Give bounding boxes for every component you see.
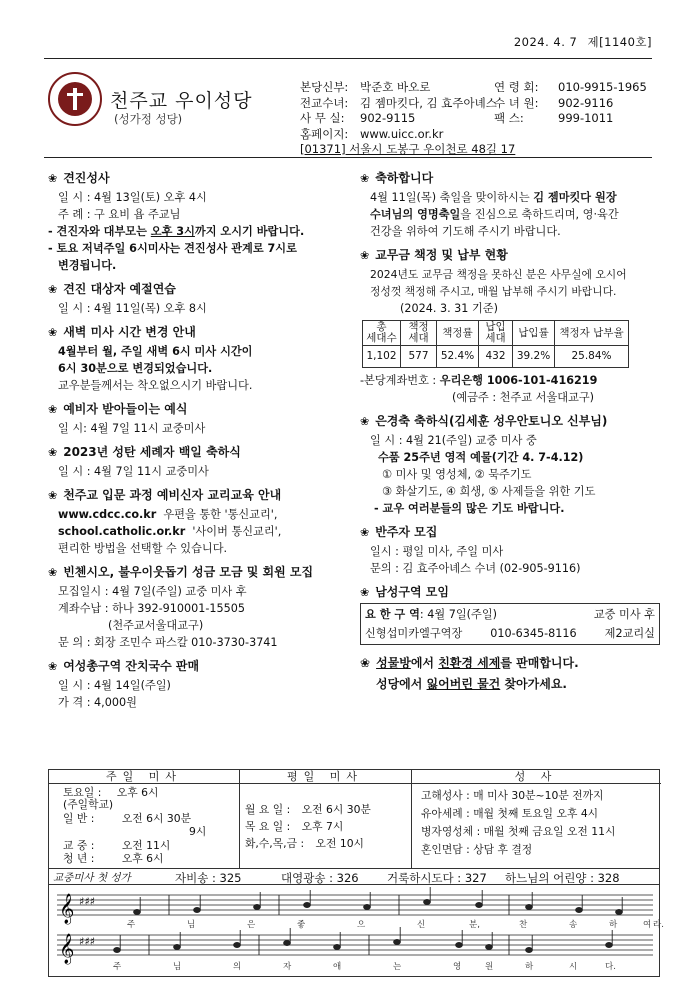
top-divider: [44, 58, 652, 59]
catholic-school-link[interactable]: school.catholic.or.kr: [58, 525, 186, 538]
church-name: 천주교 우이성당: [110, 90, 253, 112]
sunday-row: (주일학교): [63, 798, 114, 811]
sunday-mass-header: 주일 미사: [49, 770, 239, 784]
mass-schedule: [48, 769, 660, 869]
music-note: [394, 940, 401, 945]
dues-table: [362, 320, 629, 368]
bullet-icon: ❀: [48, 172, 58, 185]
bullet-icon: ❀: [48, 489, 58, 502]
table-row: [363, 321, 629, 346]
lyric-syllable: 여: [643, 920, 652, 930]
lyric-syllable: 하: [525, 962, 534, 972]
lyric-syllable: 원: [485, 962, 494, 972]
sunday-row: 토요일 : 오후 6시: [63, 786, 159, 799]
notice-confirmation: ❀ 견진성사 일 시 : 4월 13일(토) 오후 4시 주 례 : 구 요비 욥 주교님 - 견진자와 대부모는 오후 3시까지 오시기 바랍니다. - 토요 저녁주일 6시미사는 견진성사 관계로 7시로 변경됩니다.: [48, 171, 305, 272]
music-note: [174, 945, 181, 950]
bank-account: 우리은행 1006-101-416219: [439, 374, 598, 387]
lyric-syllable: 님: [187, 920, 196, 930]
lyric-syllable: 님: [173, 962, 182, 972]
website-link[interactable]: www.uicc.or.kr: [360, 126, 444, 141]
table-cell: 25.84%: [555, 346, 629, 368]
notice-catechism: ❀ 천주교 입문 과정 예비신자 교리교육 안내 www.cdcc.co.kr 우편을 통한 '통신교리', school.catholic.or.kr '사이버 통신교리', 편리한 방법을 선택할 수 있습니다.: [48, 488, 282, 555]
right-column: [360, 170, 660, 700]
lyric-syllable: 신: [417, 920, 426, 930]
music-note: [526, 905, 533, 910]
table-cell: 577: [401, 346, 437, 368]
notice-silver-jubilee: ❀ 은경축 축하식(김세훈 성우안토니오 신부님) 일 시 : 4월 21(주일) 교중 미사 중 수품 25주년 영적 예물(기간 4. 7-4.12) ① 미사 및 영성체, ② 묵주기도 ③ 화살기도, ④ 희생, ⑤ 사제들을 위한 기도 - 교우 여러분들의 많은 기도 바랍니다.: [360, 414, 608, 515]
cdcc-link[interactable]: www.cdcc.co.kr: [58, 508, 157, 521]
music-note: [234, 943, 241, 948]
sacrament-row: 고해성사 : 매 미사 30분~10분 전까지: [421, 789, 604, 802]
notice-rehearsal: ❀ 견진 대상자 예절연습 일 시 : 4월 11일(목) 오후 8시: [48, 282, 207, 315]
lyric-syllable: 의: [233, 962, 242, 972]
music-note: [304, 903, 311, 908]
weekday-row: 화,수,목,금 : 오전 10시: [245, 837, 364, 850]
weekday-mass-header: 평일 미사: [239, 770, 411, 784]
lyric-syllable: 송: [569, 920, 578, 930]
hymn-kyrie: 자비송 : 325: [175, 871, 242, 885]
table-header: 책정자 납부율: [555, 321, 629, 346]
left-column: [48, 170, 344, 718]
lyric-syllable: 찬: [519, 920, 528, 930]
address: [01371] 서울시 도봉구 우이천로 48길 17: [300, 142, 516, 156]
music-note: [134, 910, 141, 915]
music-note: [254, 905, 261, 910]
hymn-numbers: [49, 869, 659, 885]
music-note: [284, 941, 291, 946]
notice-noodle-sale: ❀ 여성총구역 잔치국수 판매 일 시 : 4월 14일(주일) 가 격 : 4,000원: [48, 659, 200, 709]
sacrament-row: 유아세례 : 매월 첫째 토요일 오후 4시: [421, 807, 599, 820]
bullet-icon: ❀: [48, 660, 58, 673]
table-header: 책정률: [437, 321, 479, 346]
notice-accompanist: ❀ 반주자 모집 일시 : 평일 미사, 주일 미사 문의 : 김 효주아녜스 수녀 (02-905-9116): [360, 525, 581, 575]
key-signature-icon: ♯♯♯: [79, 935, 95, 948]
music-note: [424, 900, 431, 905]
music-score: [49, 885, 664, 977]
notice-congratulations: ❀ 축하합니다 4월 11일(목) 축일을 맞이하시는 김 젬마킷다 원장 수녀님의 영명축일을 진심으로 축하드리며, 영·육간 건강을 위하여 기도해 주시기 바랍니다.: [360, 171, 619, 238]
issue-number: 제[1140호]: [587, 35, 652, 49]
music-note: [616, 910, 623, 915]
sunday-row: 9시: [189, 825, 207, 838]
church-subtitle: (성가정 성당): [114, 112, 183, 126]
table-row: [363, 346, 629, 368]
bullet-icon: ❀: [360, 415, 370, 428]
table-cell: 39.2%: [513, 346, 555, 368]
issue-info: [514, 34, 652, 50]
bullet-icon: ❀: [360, 249, 370, 262]
notice-baptism-100days: ❀ 2023년 성탄 세례자 백일 축하식 일 시 : 4월 7일 11시 교중미사: [48, 445, 241, 478]
lyric-syllable: 주: [113, 962, 122, 972]
lyric-syllable: 은: [247, 920, 256, 930]
lyric-syllable: 라.: [653, 920, 664, 930]
table-cell: 432: [479, 346, 513, 368]
hymn-section: [48, 869, 664, 977]
lyric-syllable: 애: [333, 962, 342, 972]
bullet-icon: ❀: [360, 586, 370, 599]
key-signature-icon: ♯♯♯: [79, 895, 95, 908]
table-header: 총 세대수: [363, 321, 401, 346]
notice-dawn-mass: ❀ 새벽 미사 시간 변경 안내 4월부터 월, 주일 새벽 6시 미사 시간이 6시 30분으로 변경되었습니다. 교우분들께서는 착오없으시기 바랍니다.: [48, 325, 253, 392]
bullet-icon: ❀: [48, 283, 58, 296]
table-header: 납입률: [513, 321, 555, 346]
sacrament-header: 성 사: [411, 770, 661, 784]
sacrament-row: 병자영성체 : 매월 첫째 금요일 오전 11시: [421, 825, 616, 838]
lyric-syllable: 주: [127, 920, 136, 930]
lyric-syllable: 으: [357, 920, 366, 930]
bullet-icon: ❀: [360, 656, 371, 670]
music-note: [576, 908, 583, 913]
table-cell: 52.4%: [437, 346, 479, 368]
table-header: 책정 세대: [401, 321, 437, 346]
lyric-syllable: 시: [569, 962, 578, 972]
header-divider: [44, 157, 652, 158]
bullet-icon: ❀: [360, 526, 370, 539]
contact-info: 본당신부: 박준호 바오로 연 령 회: 010-9915-1965 전교수녀: 김 젬마킷다, 김 효주아녜스 수 녀 원: 902-9116 사 무 실: 902-9115 팩 스: 999-1011 홈페이지: www.uicc.or.kr [01371] 서울시 도봉구 우이천로 48길 17: [300, 80, 647, 156]
weekday-row: 월 요 일 : 오전 6시 30분: [245, 803, 371, 816]
bullet-icon: ❀: [360, 172, 370, 185]
meeting-box: 요 한 구 역: 4월 7일(주일) 교중 미사 후 신형섭미카엘구역장 010-6345-8116 제2교리실: [360, 603, 660, 645]
music-note: [606, 943, 613, 948]
lyric-syllable: 분,: [469, 920, 480, 930]
sunday-row: 일 반 : 오전 6시 30분: [63, 812, 192, 825]
table-cell: 1,102: [363, 346, 401, 368]
issue-date: 2024. 4. 7: [513, 35, 578, 49]
sacrament-row: 혼인면담 : 상담 후 결정: [421, 843, 533, 856]
lyric-syllable: 는: [393, 962, 402, 972]
notice-men-meeting: ❀ 남성구역 모임 요 한 구 역: 4월 7일(주일) 교중 미사 후 신형섭미카엘구역장 010-6345-8116 제2교리실: [360, 584, 660, 645]
sunday-row: 청 년 : 오후 6시: [63, 852, 164, 865]
lyric-syllable: 다.: [605, 962, 616, 972]
hymn-label: 교중미사 첫 성가: [53, 872, 131, 884]
notice-catechumen: ❀ 예비자 받아들이는 예식 일 시: 4월 7일 11시 교중미사: [48, 402, 206, 435]
lyric-syllable: 하: [609, 920, 618, 930]
music-note: [476, 903, 483, 908]
church-emblem-icon: [48, 72, 102, 126]
notice-shop: ❀ 성물방에서 친환경 세제를 판매합니다. 성당에서 잃어버린 물건 찾아가세요.: [360, 656, 579, 691]
lyric-syllable: 영: [453, 962, 462, 972]
lyric-syllable: 좋: [297, 920, 306, 930]
music-note: [334, 945, 341, 950]
bullet-icon: ❀: [48, 403, 58, 416]
notice-vincent: ❀ 빈첸시오, 불우이웃돕기 성금 모금 및 회원 모집 모집일시 : 4월 7일(주일) 교중 미사 후 계좌수납 : 하나 392-910001-15505 (천주교서울대교구) 문 의 : 회장 조민수 파스칼 010-3730-3741: [48, 565, 314, 649]
sunday-row: 교 중 : 오전 11시: [63, 839, 171, 852]
table-header: 납입 세대: [479, 321, 513, 346]
bullet-icon: ❀: [48, 566, 58, 579]
bullet-icon: ❀: [48, 326, 58, 339]
lyric-syllable: 자: [283, 962, 292, 972]
music-note: [194, 908, 201, 913]
music-note: [364, 905, 371, 910]
notice-dues: ❀ 교무금 책정 및 납부 현황 2024년도 교무금 책정을 못하신 분은 사무실에 오시어 정성껏 책정해 주시고, 매월 납부해 주시기 바랍니다. (2024. 3. 31 기준) 총 세대수 책정 세대 책정률 납입 세대 납입률 책정자 납부율 1,102 577 52.4% 432 39.2% 25.84% -본당계좌번호 : 우리은행 1006-101-416219 (예금주 : 천주교 서울대교구): [360, 247, 660, 406]
hymn-sanctus: 거룩하시도다 : 327: [387, 871, 487, 885]
weekday-row: 목 요 일 : 오후 7시: [245, 820, 344, 833]
bullet-icon: ❀: [48, 446, 58, 459]
music-note: [526, 948, 533, 953]
treble-clef-icon: 𝄞: [59, 894, 75, 924]
music-note: [486, 945, 493, 950]
treble-clef-icon: 𝄞: [59, 934, 75, 964]
hymn-gloria: 대영광송 : 326: [281, 871, 359, 885]
music-note: [114, 948, 121, 953]
music-note: [456, 943, 463, 948]
hymn-agnus-dei: 하느님의 어린양 : 328: [505, 871, 620, 885]
